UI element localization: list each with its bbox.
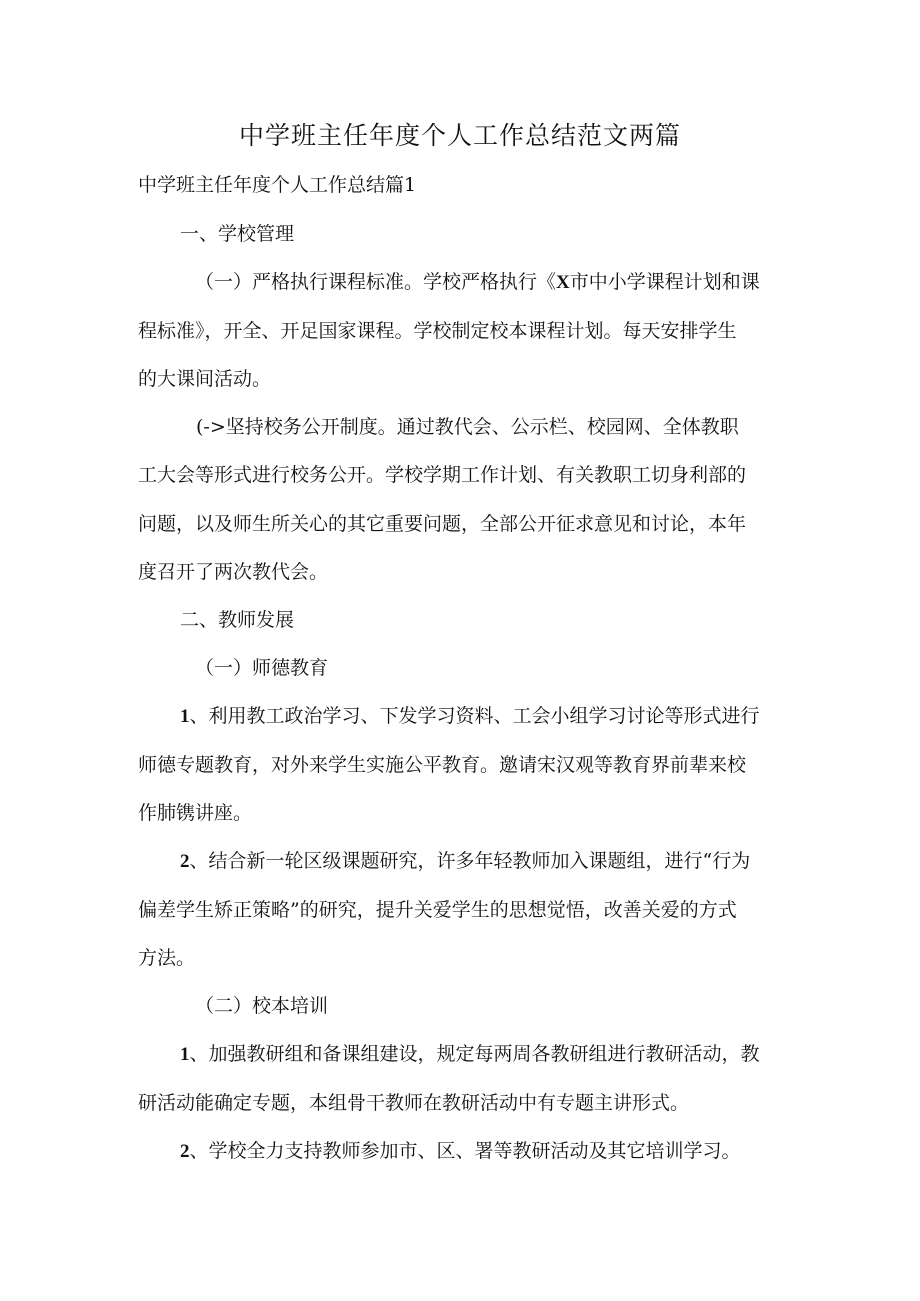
item-number: 1 <box>180 706 190 727</box>
text-segment: X <box>556 272 570 293</box>
section-heading-teacher-development: 二、教师发展 <box>180 609 295 631</box>
item-number: 1 <box>180 1044 190 1065</box>
paragraph-line <box>195 267 760 298</box>
text-segment: 、利用教工政治学习、下发学习资料、工会小组学习讨论等形式进行 <box>189 705 760 727</box>
document-subtitle: 中学班主任年度个人工作总结篇1 <box>138 174 417 196</box>
subsection-heading-training: （二）校本培训 <box>195 995 329 1017</box>
text-segment: （一）严格执行课程标准。学校严格执行《 <box>195 271 557 293</box>
paragraph-line: 方法。 <box>138 947 196 969</box>
paragraph-line: 问题，以及师生所关心的其它重要问题，全部公开征求意见和讨论，本年 <box>138 513 747 535</box>
document-title: 中学班主任年度个人工作总结范文两篇 <box>238 121 681 150</box>
paragraph-line: (->坚持校务公开制度。通过教代会、公示栏、校园网、全体教职 <box>196 416 739 438</box>
list-item-line <box>180 701 760 732</box>
section-heading-school-management: 一、学校管理 <box>180 223 295 245</box>
paragraph-line: 工大会等形式进行校务公开。学校学期工作计划、有关教职工切身利部的 <box>138 464 747 486</box>
paragraph-line: 师德专题教育，对外来学生实施公平教育。邀请宋汉观等教育界前辈来校 <box>138 754 747 776</box>
paragraph-line: 偏差学生矫正策略”的研究，提升关爱学生的思想觉悟，改善关爱的方式 <box>138 899 737 921</box>
item-number: 2 <box>180 851 190 872</box>
subsection-heading-ethics: （一）师德教育 <box>195 657 329 679</box>
list-item-line <box>180 846 750 877</box>
paragraph-line: 程标准》，开全、开足国家课程。学校制定校本课程计划。每天安排学生 <box>138 320 737 342</box>
text-segment: 、结合新一轮区级课题研究，许多年轻教师加入课题组，进行“行为 <box>189 850 751 872</box>
paragraph-line: 的大课间活动。 <box>138 368 272 390</box>
text-segment: 、学校全力支持教师参加市、区、署等教研活动及其它培训学习。 <box>189 1140 741 1162</box>
item-number: 2 <box>180 1141 190 1162</box>
paragraph-line: 度召开了两次教代会。 <box>138 561 329 583</box>
list-item-line <box>180 1039 760 1070</box>
paragraph-line: 研活动能确定专题，本组骨干教师在教研活动中有专题主讲形式。 <box>138 1092 690 1114</box>
text-segment: 、加强教研组和备课组建设，规定每两周各教研组进行教研活动，教 <box>189 1043 760 1065</box>
text-segment: 市中小学课程计划和课 <box>569 271 760 293</box>
paragraph-line: 作肺镌讲座。 <box>138 802 253 824</box>
list-item-line <box>180 1136 741 1167</box>
